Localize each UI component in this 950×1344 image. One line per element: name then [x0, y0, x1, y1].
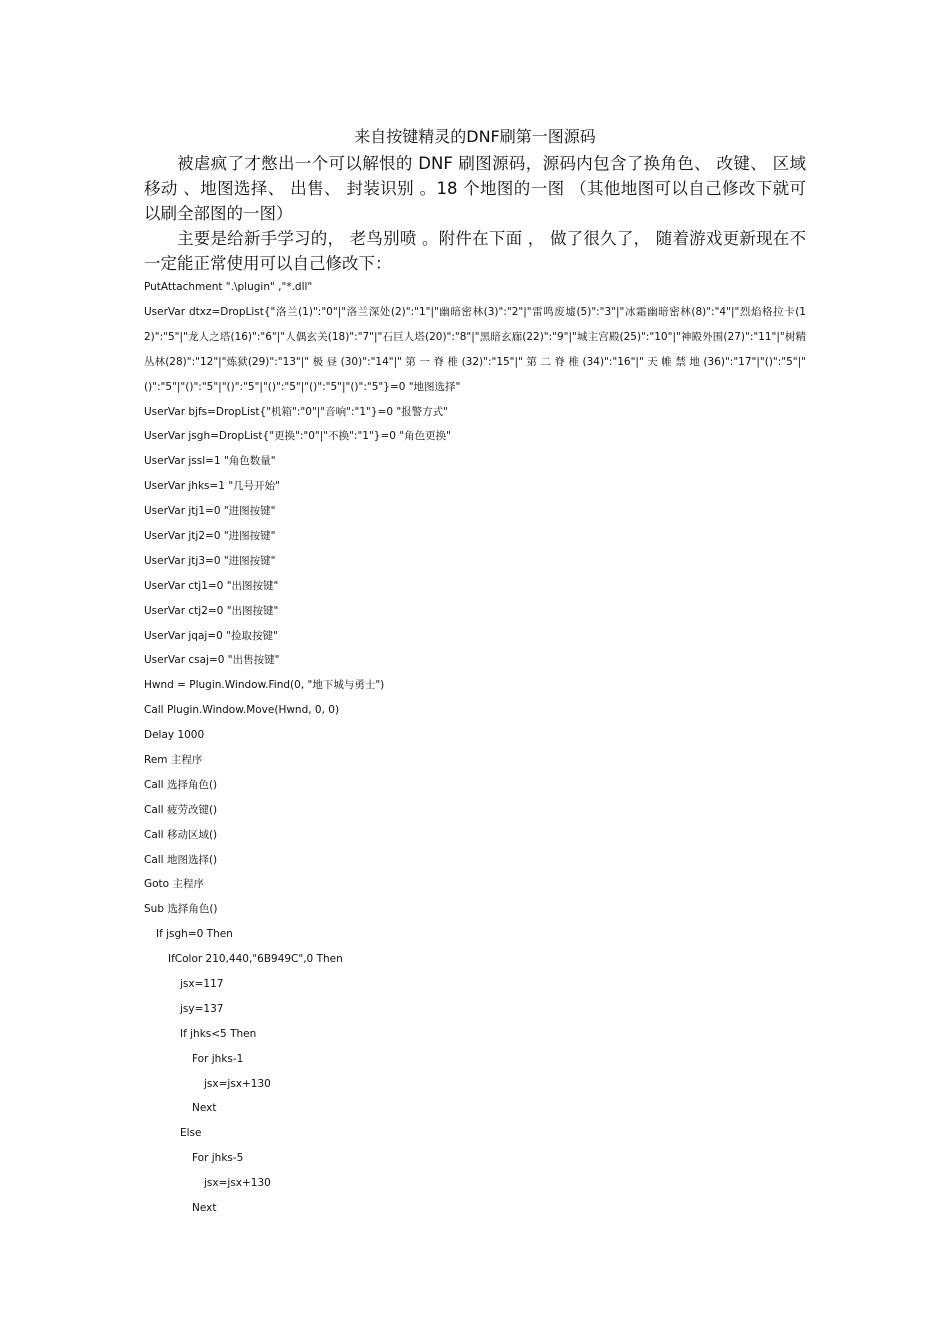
code-line: UserVar ctj2=0 "出图按键": [144, 604, 279, 617]
code-line: jsx=117: [180, 978, 224, 990]
code-line: Sub 选择角色(): [144, 903, 218, 916]
code-line: UserVar jtj2=0 "进图按键": [144, 529, 276, 542]
code-line: Hwnd = Plugin.Window.Find(0, "地下城与勇士"): [144, 679, 385, 692]
code-line: For jhks-5: [192, 1152, 244, 1165]
code-line: Rem 主程序: [144, 753, 203, 766]
code-line-droplist-map: UserVar dtxz=DropList{"洛兰(1)":"0"|"洛兰深处(2)":"1"|"幽暗密林(3)":"2"|"雷鸣废墟(5)":"3"|"冰霜幽暗密林(8)":"4"|"烈焰格拉卡(12)":"5"|"龙人之塔(16)":"6"|"人偶玄关(18)":"7"|"石巨人塔(20)":"8"|"黑暗玄廊(22)":"9"|"城主宫殿(25)":"10"|"神殿外围(27)":"11"|"树精丛林(28)":"12"|"炼狱(29)":"13"|" 极 昼 (30)":"14"|" 第 一 脊 椎 (32)":"15"|" 第 二 脊 椎 (34)":"16"|" 天 帷 禁 地 (36)":"17"|"()":"5"|"()":"5"|"()":"5"|"()":"5"|"()":"5"|"()":"5"|"()":"5"}=0 "地图选择": [144, 305, 806, 393]
code-line: UserVar csaj=0 "出售按键": [144, 654, 280, 667]
code-line: IfColor 210,440,"6B949C",0 Then: [168, 953, 343, 966]
code-line: Call 疲劳改键(): [144, 803, 218, 816]
code-line: jsx=jsx+130: [204, 1177, 271, 1190]
code-line: jsy=137: [180, 1002, 224, 1015]
code-line: Call 地图选择(): [144, 853, 218, 866]
code-line: If jsgh=0 Then: [156, 928, 233, 941]
code-line: UserVar jtj1=0 "进图按键": [144, 505, 276, 518]
code-line: UserVar jtj3=0 "进图按键": [144, 554, 276, 567]
code-line: Call Plugin.Window.Move(Hwnd, 0, 0): [144, 704, 340, 717]
code-line: If jhks<5 Then: [180, 1027, 257, 1040]
code-line: UserVar jqaj=0 "捡取按键": [144, 629, 278, 642]
code-line: UserVar ctj1=0 "出图按键": [144, 579, 279, 592]
code-line: Else: [180, 1127, 202, 1140]
code-line: UserVar jssl=1 "角色数量": [144, 455, 276, 468]
code-line: Next: [192, 1102, 217, 1115]
intro-paragraph-1: 被虐疯了才憋出一个可以解恨的 DNF 刷图源码，源码内包含了换角色、 改键、 区域移动 、地图选择、 出售、 封装识别 。18 个地图的一图 （其他地图可以自己修改下就可以刷全部图的一图）: [144, 154, 806, 223]
code-line: For jhks-1: [192, 1052, 244, 1065]
code-line: UserVar bjfs=DropList{"机箱":"0"|"音响":"1"}=0 "报警方式": [144, 405, 448, 418]
code-line: jsx=jsx+130: [204, 1077, 271, 1090]
code-line: Next: [192, 1202, 217, 1215]
code-line: Call 移动区域(): [144, 828, 218, 841]
code-line: Delay 1000: [144, 729, 205, 742]
intro-paragraph-2: 主要是给新手学习的， 老鸟别喷 。附件在下面 ， 做了很久了， 随着游戏更新现在不一定能正常使用可以自己修改下：: [144, 229, 806, 273]
code-line: Call 选择角色(): [144, 778, 218, 791]
code-line: UserVar jsgh=DropList{"更换":"0"|"不换":"1"}=0 "角色更换": [144, 430, 451, 443]
code-line: PutAttachment ".\plugin" ,"*.dll": [144, 281, 313, 293]
source-code-block: [144, 275, 806, 1221]
code-line: Goto 主程序: [144, 878, 204, 891]
document-title: 来自按键精灵的DNF刷第一图源码: [354, 127, 596, 146]
code-line: UserVar jhks=1 "几号开始": [144, 480, 280, 493]
